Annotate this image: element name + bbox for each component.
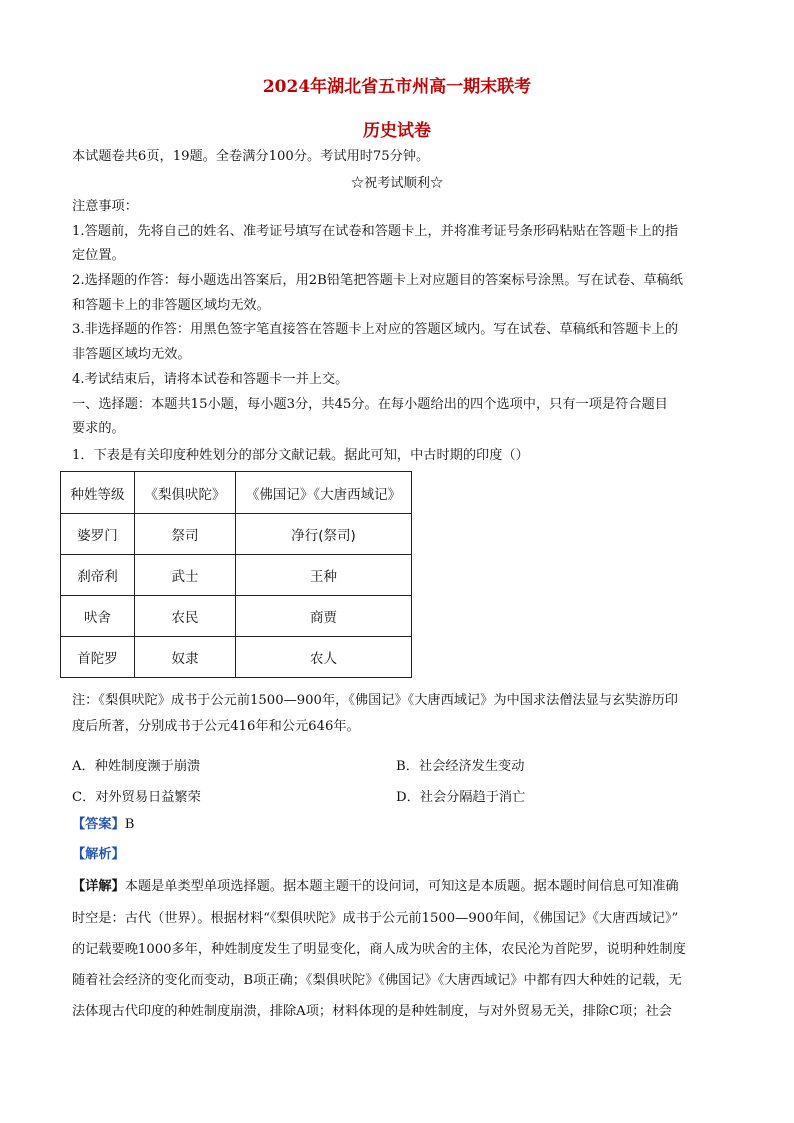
detail-line [72, 878, 679, 896]
table-cell: 祭司 [135, 514, 236, 555]
table-cell: 农人 [236, 637, 412, 678]
option-a: A．种姓制度濒于崩溃 [72, 759, 201, 774]
analysis-line [72, 846, 125, 864]
table-cell: 婆罗门 [61, 514, 135, 555]
table-cell: 吠舍 [61, 596, 135, 637]
exam-title: 2024年湖北省五市州高一期末联考 [262, 77, 532, 97]
table-note: 注：《梨俱吠陀》成书于公元前1500—900年，《佛国记》《大唐西域记》为中国求法僧法显与玄奘游历印 [72, 693, 678, 708]
option-c: C．对外贸易日益繁荣 [72, 790, 201, 805]
note-line: 1.答题前，先将自己的姓名、准考证号填写在试卷和答题卡上，并将准考证号条形码粘贴在答题卡上的指 [72, 224, 679, 239]
detail-line: 的记载要晚1000多年，种姓制度发生了明显变化，商人成为吠舍的主体，农民沦为首陀罗，说明种姓制度 [72, 942, 686, 957]
detail-text: 本题是单类型单项选择题。据本题主题干的设问词，可知这是本质题。据本题时间信息可知准确 [124, 879, 679, 894]
answer-line [72, 816, 134, 834]
analysis-label: 【解析】 [72, 847, 125, 862]
note-line: 2.选择题的作答：每小题选出答案后，用2B铅笔把答题卡上对应题目的答案标号涂黑。写在试卷、草稿纸 [72, 273, 683, 288]
answer-value: B [124, 817, 135, 832]
table-cell: 武士 [135, 555, 236, 596]
caste-table [60, 471, 412, 678]
table-cell: 奴隶 [135, 637, 236, 678]
table-cell: 商贾 [236, 596, 412, 637]
table-cell: 王种 [236, 555, 412, 596]
note-line: 4.考试结束后，请将本试卷和答题卡一并上交。 [72, 372, 349, 387]
section-heading-cont: 要求的。 [72, 421, 125, 436]
table-header-cell: 种姓等级 [61, 472, 135, 514]
table-cell: 净行(祭司) [236, 514, 412, 555]
question-stem: 1．下表是有关印度种姓划分的部分文献记载。据此可知，中古时期的印度（） [72, 448, 529, 463]
answer-label: 【答案】 [72, 817, 125, 832]
note-line: 和答题卡上的非答题区域均无效。 [72, 298, 270, 313]
detail-line: 法体现古代印度的种姓制度崩溃，排除A项；材料体现的是种姓制度，与对外贸易无关，排除C项；社会 [72, 1004, 672, 1019]
table-header-cell: 《佛国记》《大唐西域记》 [236, 472, 412, 514]
exam-info: 本试题卷共6页，19题。全卷满分100分。考试用时75分钟。 [72, 149, 430, 164]
table-row [61, 637, 412, 678]
notes-title: 注意事项： [72, 199, 138, 214]
table-cell: 首陀罗 [61, 637, 135, 678]
good-luck-text: ☆祝考试顺利☆ [350, 176, 444, 191]
option-b: B．社会经济发生变动 [396, 759, 525, 774]
table-row [61, 596, 412, 637]
table-header-row [61, 472, 412, 514]
option-d: D．社会分隔趋于消亡 [396, 790, 526, 805]
table-header-cell: 《梨俱吠陀》 [135, 472, 236, 514]
table-cell: 农民 [135, 596, 236, 637]
table-row [61, 514, 412, 555]
exam-subtitle: 历史试卷 [363, 121, 431, 141]
detail-label: 【详解】 [72, 879, 125, 894]
table-note-cont: 度后所著，分别成书于公元416年和公元646年。 [72, 719, 360, 734]
table-cell: 刹帝利 [61, 555, 135, 596]
detail-line: 随着社会经济的变化而变动，B项正确；《梨俱吠陀》《佛国记》《大唐西域记》中都有四大种姓的记载，无 [72, 973, 682, 988]
note-line: 非答题区域均无效。 [72, 347, 191, 362]
detail-line: 时空是：古代（世界）。根据材料“《梨俱吠陀》成书于公元前1500—900年间，《佛国记》《大唐西域记》” [72, 911, 679, 926]
section-heading: 一、选择题：本题共15小题，每小题3分，共45分。在每小题给出的四个选项中，只有一项是符合题目 [72, 397, 668, 412]
table-row [61, 555, 412, 596]
note-line: 定位置。 [72, 248, 125, 263]
note-line: 3.非选择题的作答：用黑色签字笔直接答在答题卡上对应的答题区域内。写在试卷、草稿纸和答题卡上的 [72, 322, 679, 337]
